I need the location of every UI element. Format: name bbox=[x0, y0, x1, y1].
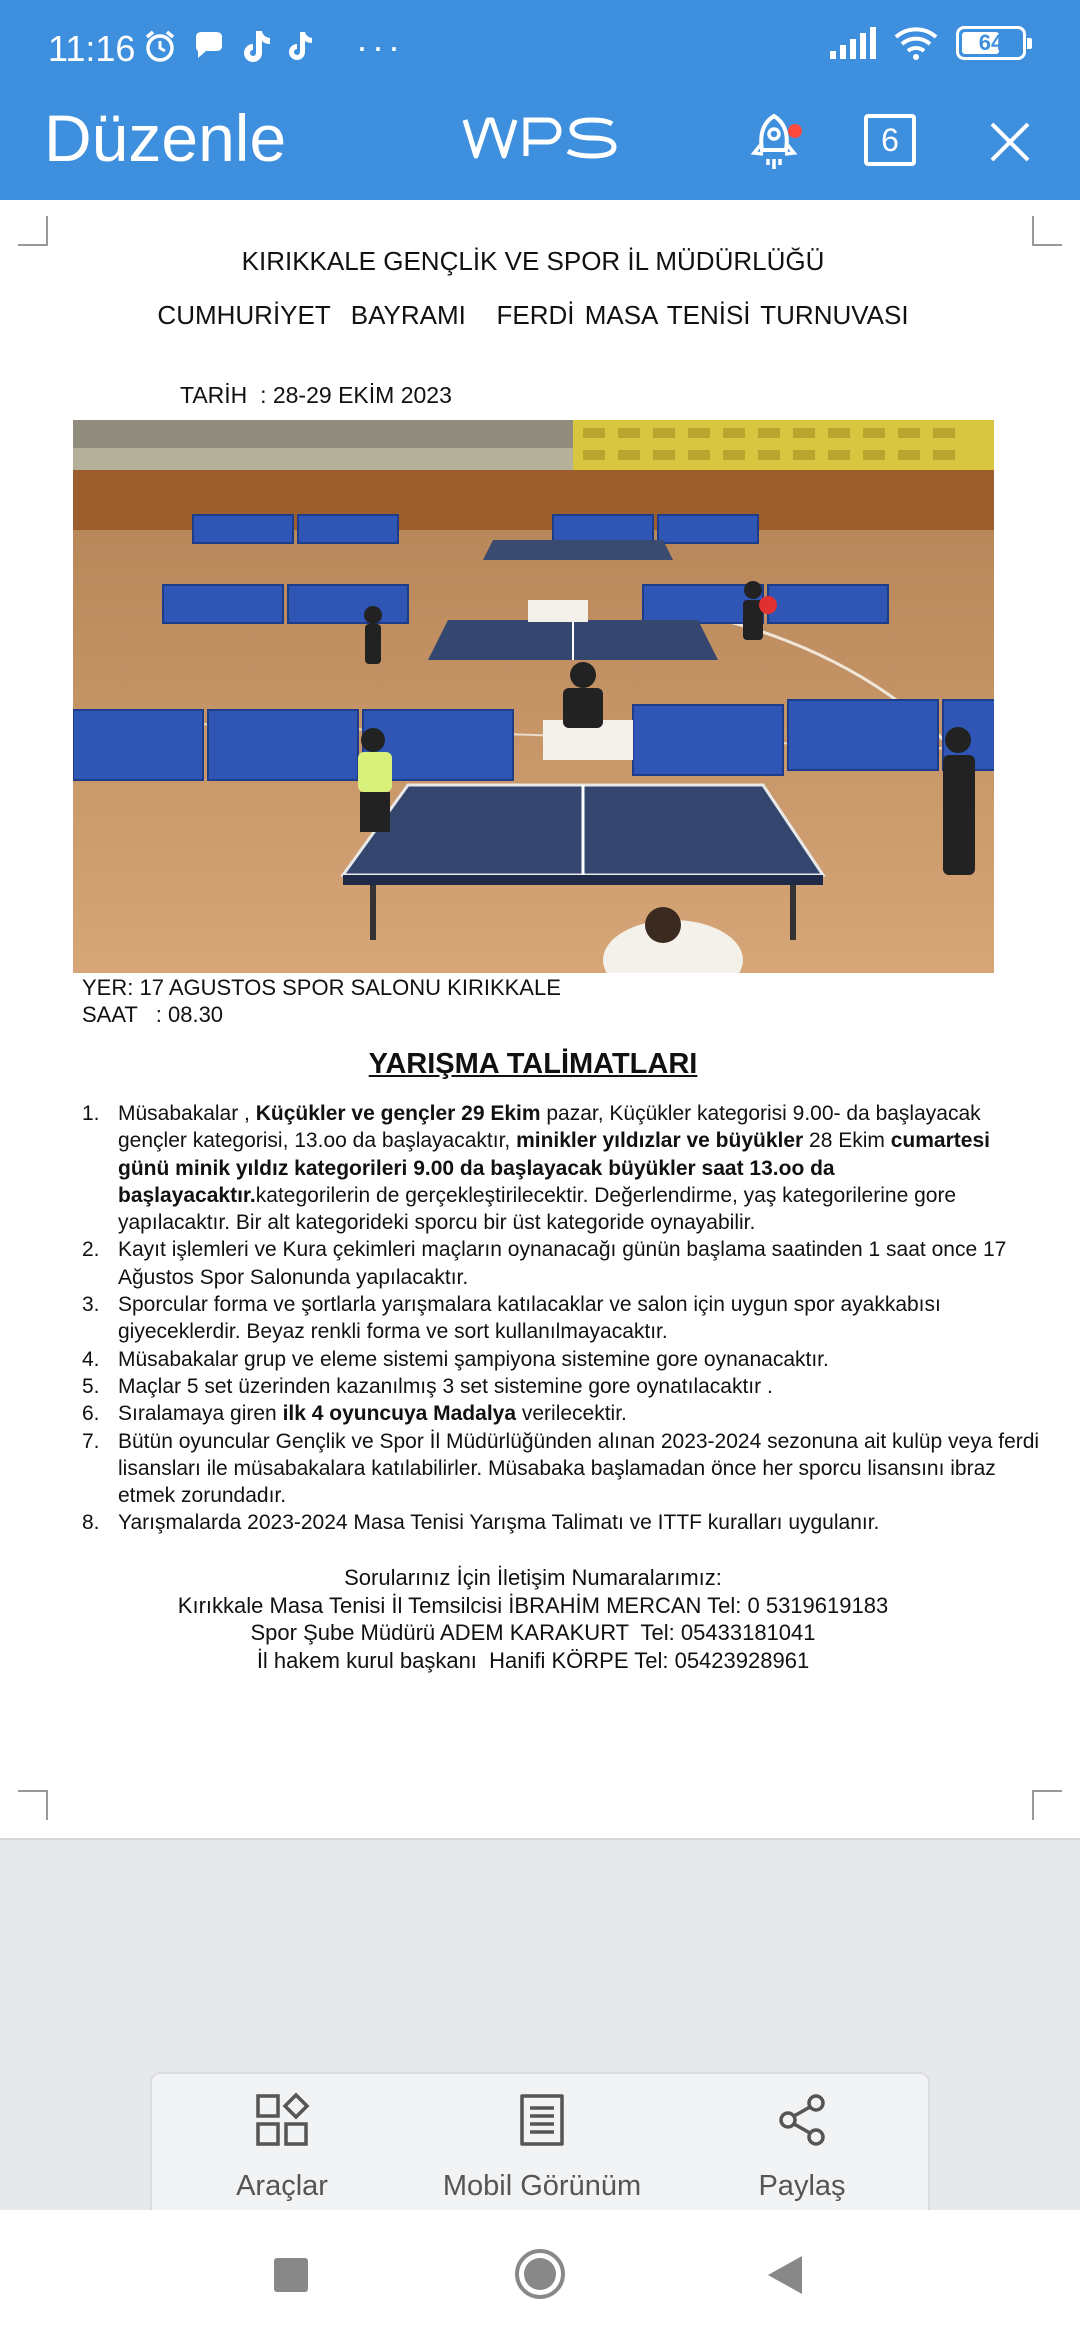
rule-item bbox=[82, 1428, 1042, 1510]
contact-line: İl hakem kurul başkanı Hanifi KÖRPE Tel: 05423928961 bbox=[256, 1647, 810, 1673]
tabs-button[interactable]: 6 bbox=[864, 114, 916, 166]
home-icon bbox=[514, 2248, 566, 2300]
rule-text: pazar, Küçükler kategorisi 9.00- da başlayacak gençler kategorisi, 13.oo da başlayacaktır, bbox=[118, 1102, 981, 1153]
wps-logo bbox=[462, 116, 620, 165]
tools-icon bbox=[254, 2092, 310, 2148]
recent-apps-button[interactable] bbox=[274, 2258, 308, 2292]
contact-info bbox=[0, 1564, 1066, 1674]
share-button[interactable] bbox=[682, 2092, 922, 2203]
rule-text: ilk 4 oyuncuya Madalya bbox=[282, 1402, 517, 1426]
mobile-view-button[interactable] bbox=[422, 2092, 662, 2203]
bottom-toolbar bbox=[150, 2072, 930, 2212]
mobile-view-label: Mobil Görünüm bbox=[442, 2170, 642, 2202]
start-time-text: SAAT : 08.30 bbox=[82, 1002, 224, 1027]
recent-apps-icon bbox=[274, 2258, 308, 2292]
status-time: 11:16 bbox=[48, 28, 136, 69]
rule-text: kategorilerin de gerçekleştirilecektir. Değerlendirme, yaş kategorilerine gore yapılacaktır. Bir alt kategorideki sporcu bir üst kategoride oynayabilir. bbox=[118, 1183, 957, 1235]
rule-number: 1. bbox=[82, 1102, 100, 1125]
rule-item bbox=[82, 1100, 1042, 1236]
notification-dot bbox=[788, 124, 802, 138]
rule-text: minikler yıldızlar ve büyükler bbox=[516, 1129, 804, 1153]
share-icon bbox=[774, 2092, 830, 2148]
wifi-icon bbox=[894, 26, 938, 60]
more-notifications-indicator: ··· bbox=[356, 26, 404, 67]
signal-icon bbox=[830, 27, 876, 59]
rule-number: 6. bbox=[82, 1402, 100, 1426]
battery-icon bbox=[956, 26, 1026, 60]
document-page[interactable] bbox=[0, 200, 1080, 1840]
venue-text: YER: 17 AGUSTOS SPOR SALONU KIRIKKALE bbox=[82, 975, 561, 1000]
event-date: TARİH : 28-29 EKİM 2023 bbox=[180, 382, 452, 408]
rule-item bbox=[82, 1236, 1042, 1291]
rule-text: Bütün oyuncular Gençlik ve Spor İl Müdürlüğünden alınan 2023-2024 sezonuna ait kulüp veya ferdi lisansları ile müsabakalara katılabilirler. Müsabaka başlamadan önce her sporcu lisansını ibraz etmek zorundadır. bbox=[118, 1429, 1040, 1508]
mobile-view-icon bbox=[514, 2092, 570, 2148]
chat-bubble-icon bbox=[192, 29, 226, 63]
contact-line: Spor Şube Müdürü ADEM KARAKURT Tel: 05433181041 bbox=[250, 1620, 816, 1645]
rule-item bbox=[82, 1373, 1042, 1400]
rule-item bbox=[82, 1291, 1042, 1346]
close-icon bbox=[986, 118, 1034, 166]
rule-number: 7. bbox=[82, 1429, 100, 1453]
tools-button[interactable] bbox=[162, 2092, 402, 2203]
tiktok-icon bbox=[240, 28, 272, 64]
alarm-icon bbox=[142, 28, 178, 64]
crop-mark bbox=[1032, 216, 1062, 246]
rule-item bbox=[82, 1346, 1042, 1373]
crop-mark bbox=[18, 216, 48, 246]
crop-mark bbox=[18, 1790, 48, 1820]
battery-percentage: 64 bbox=[978, 30, 1004, 55]
rule-text: Müsabakalar grup ve eleme sistemi şampiyona sistemine gore oynanacaktır. bbox=[118, 1347, 829, 1371]
system-status bbox=[830, 26, 1026, 60]
rule-text: Küçükler ve gençler 29 Ekim bbox=[255, 1102, 541, 1125]
edit-button[interactable]: Düzenle bbox=[44, 101, 287, 175]
music-icon bbox=[286, 29, 316, 63]
rocket-icon bbox=[749, 113, 799, 175]
rule-number: 5. bbox=[82, 1374, 100, 1398]
app-header bbox=[0, 0, 1080, 200]
share-label: Paylaş bbox=[758, 2170, 846, 2202]
rules-list bbox=[82, 1100, 1042, 1537]
home-button[interactable] bbox=[514, 2248, 566, 2300]
document-title: KIRIKKALE GENÇLİK VE SPOR İL MÜDÜRLÜĞÜ bbox=[241, 246, 825, 276]
crop-mark bbox=[1032, 1790, 1062, 1820]
rule-text: Müsabakalar , bbox=[118, 1102, 256, 1125]
rule-text: Yarışmalarda 2023-2024 Masa Tenisi Yarışma Talimatı ve ITTF kuralları uygulanır. bbox=[118, 1511, 880, 1535]
rules-heading: YARIŞMA TALİMATLARI bbox=[368, 1048, 698, 1080]
document-subtitle: CUMHURİYET BAYRAMI FERDİ MASA TENİSİ TURNUVASI bbox=[157, 300, 909, 330]
system-navigation-bar bbox=[0, 2210, 1080, 2340]
rule-text: cumartesi günü minik yıldız kategorileri 9.00 da başlayacak büyükler saat 13.oo da başlayacaktır. bbox=[118, 1129, 990, 1207]
table-tennis-photo bbox=[73, 420, 994, 973]
rule-item bbox=[82, 1509, 1042, 1536]
rocket-button[interactable] bbox=[744, 112, 804, 178]
close-button[interactable] bbox=[986, 118, 1034, 166]
back-icon bbox=[764, 2254, 804, 2296]
rule-text: Kayıt işlemleri ve Kura çekimleri maçların oynanacağı günün başlama saatinden 1 saat once 17 Ağustos Spor Salonunda yapılacaktır. bbox=[118, 1238, 1007, 1289]
contact-line: Kırıkkale Masa Tenisi İl Temsilcisi İBRAHİM MERCAN Tel: 0 5319619183 bbox=[177, 1592, 889, 1618]
rule-text: Sporcular forma ve şortlarla yarışmalara katılacaklar ve salon için uygun spor ayakkabısı giyeceklerdir. Beyaz renkli forma ve sort kullanılmayacaktır. bbox=[118, 1293, 941, 1344]
rule-number: 3. bbox=[82, 1293, 100, 1317]
rule-text: 28 Ekim bbox=[803, 1129, 891, 1153]
rule-number: 8. bbox=[82, 1511, 100, 1535]
rule-text: Maçlar 5 set üzerinden kazanılmış 3 set sistemine gore oynatılacaktır . bbox=[118, 1374, 773, 1398]
back-button[interactable] bbox=[764, 2254, 804, 2296]
rule-item bbox=[82, 1400, 1042, 1427]
rule-text: Sıralamaya giren bbox=[118, 1402, 283, 1426]
tools-label: Araçlar bbox=[236, 2170, 328, 2202]
rule-text: verilecektir. bbox=[516, 1402, 627, 1426]
venue-info bbox=[82, 974, 561, 1028]
rule-number: 4. bbox=[82, 1347, 100, 1371]
rule-number: 2. bbox=[82, 1238, 100, 1262]
contact-heading: Sorularınız İçin İletişim Numaralarımız: bbox=[344, 1565, 722, 1590]
notification-icons bbox=[142, 28, 316, 64]
